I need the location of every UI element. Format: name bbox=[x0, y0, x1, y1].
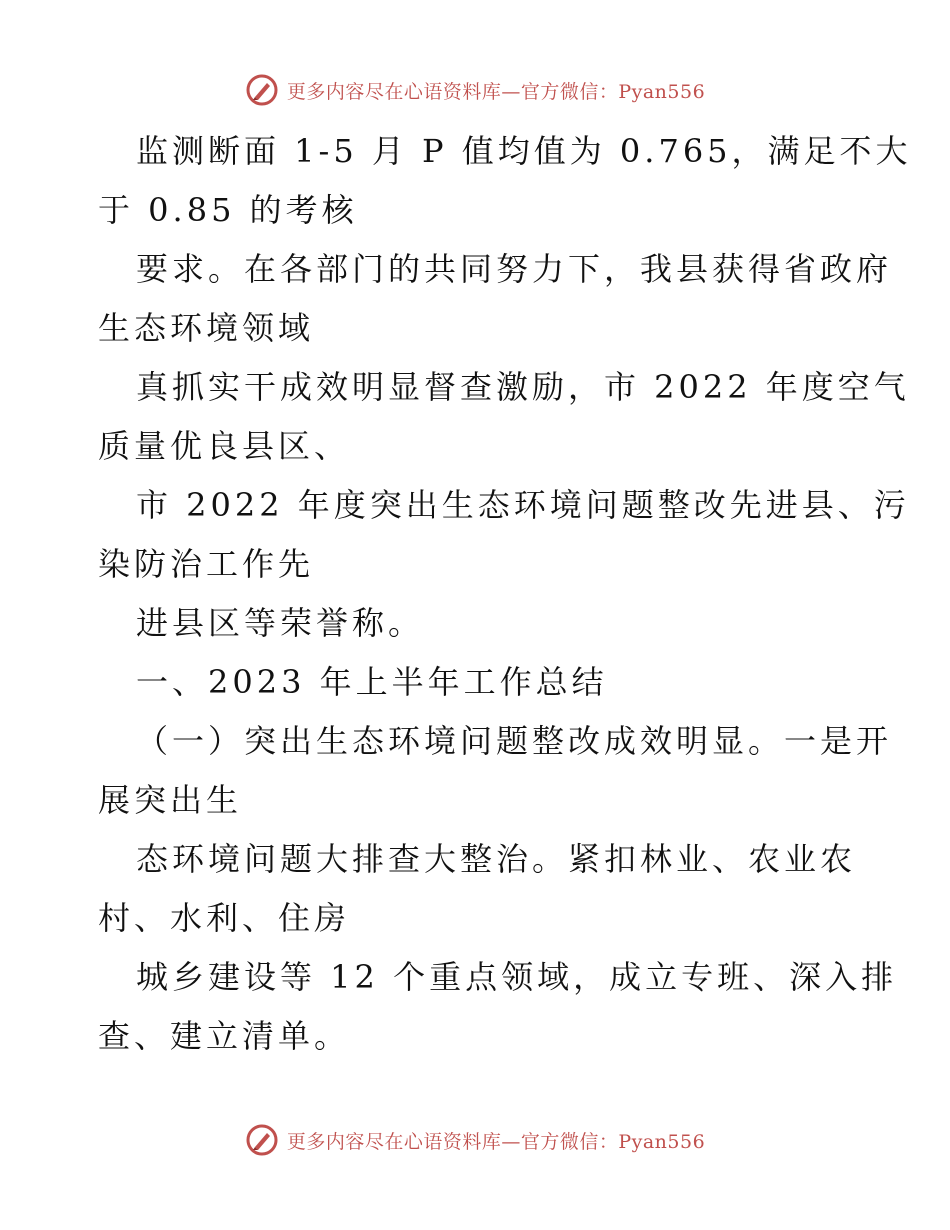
text-line: 要求。在各部门的共同努力下，我县获得省政府 bbox=[136, 250, 893, 288]
text-line: 监测断面 1-5 月 P 值均值为 0.765，满足不大 bbox=[136, 132, 912, 170]
pen-circle-logo-icon bbox=[245, 73, 279, 107]
text-line: 生态环境领域 bbox=[98, 309, 315, 347]
watermark-text: 更多内容尽在心语资料库—官方微信：Pyan556 bbox=[286, 80, 706, 103]
watermark-footer bbox=[0, 1118, 950, 1162]
text-line: 城乡建设等 12 个重点领域，成立专班、深入排 bbox=[136, 958, 898, 996]
section-heading: 一、2023 年上半年工作总结 bbox=[136, 663, 608, 701]
text-line: 质量优良县区、 bbox=[98, 427, 351, 465]
text-line: 于 0.85 的考核 bbox=[98, 191, 358, 229]
text-line: 市 2022 年度突出生态环境问题整改先进县、污 bbox=[136, 486, 910, 524]
watermark-text: 更多内容尽在心语资料库—官方微信：Pyan556 bbox=[286, 1130, 706, 1153]
watermark-header bbox=[0, 68, 950, 112]
text-line: 真抓实干成效明显督查激励，市 2022 年度空气 bbox=[136, 368, 910, 406]
text-line: 村、水利、住房 bbox=[98, 899, 351, 937]
text-line: 展突出生 bbox=[98, 781, 243, 819]
text-line: 态环境问题大排查大整治。紧扣林业、农业农 bbox=[136, 840, 857, 878]
document-body bbox=[98, 122, 912, 1066]
text-line: 染防治工作先 bbox=[98, 545, 315, 583]
text-line: 查、建立清单。 bbox=[98, 1017, 351, 1055]
text-line: 进县区等荣誉称。 bbox=[136, 604, 425, 642]
pen-circle-logo-icon bbox=[245, 1123, 279, 1157]
text-line: （一）突出生态环境问题整改成效明显。一是开 bbox=[136, 722, 893, 760]
